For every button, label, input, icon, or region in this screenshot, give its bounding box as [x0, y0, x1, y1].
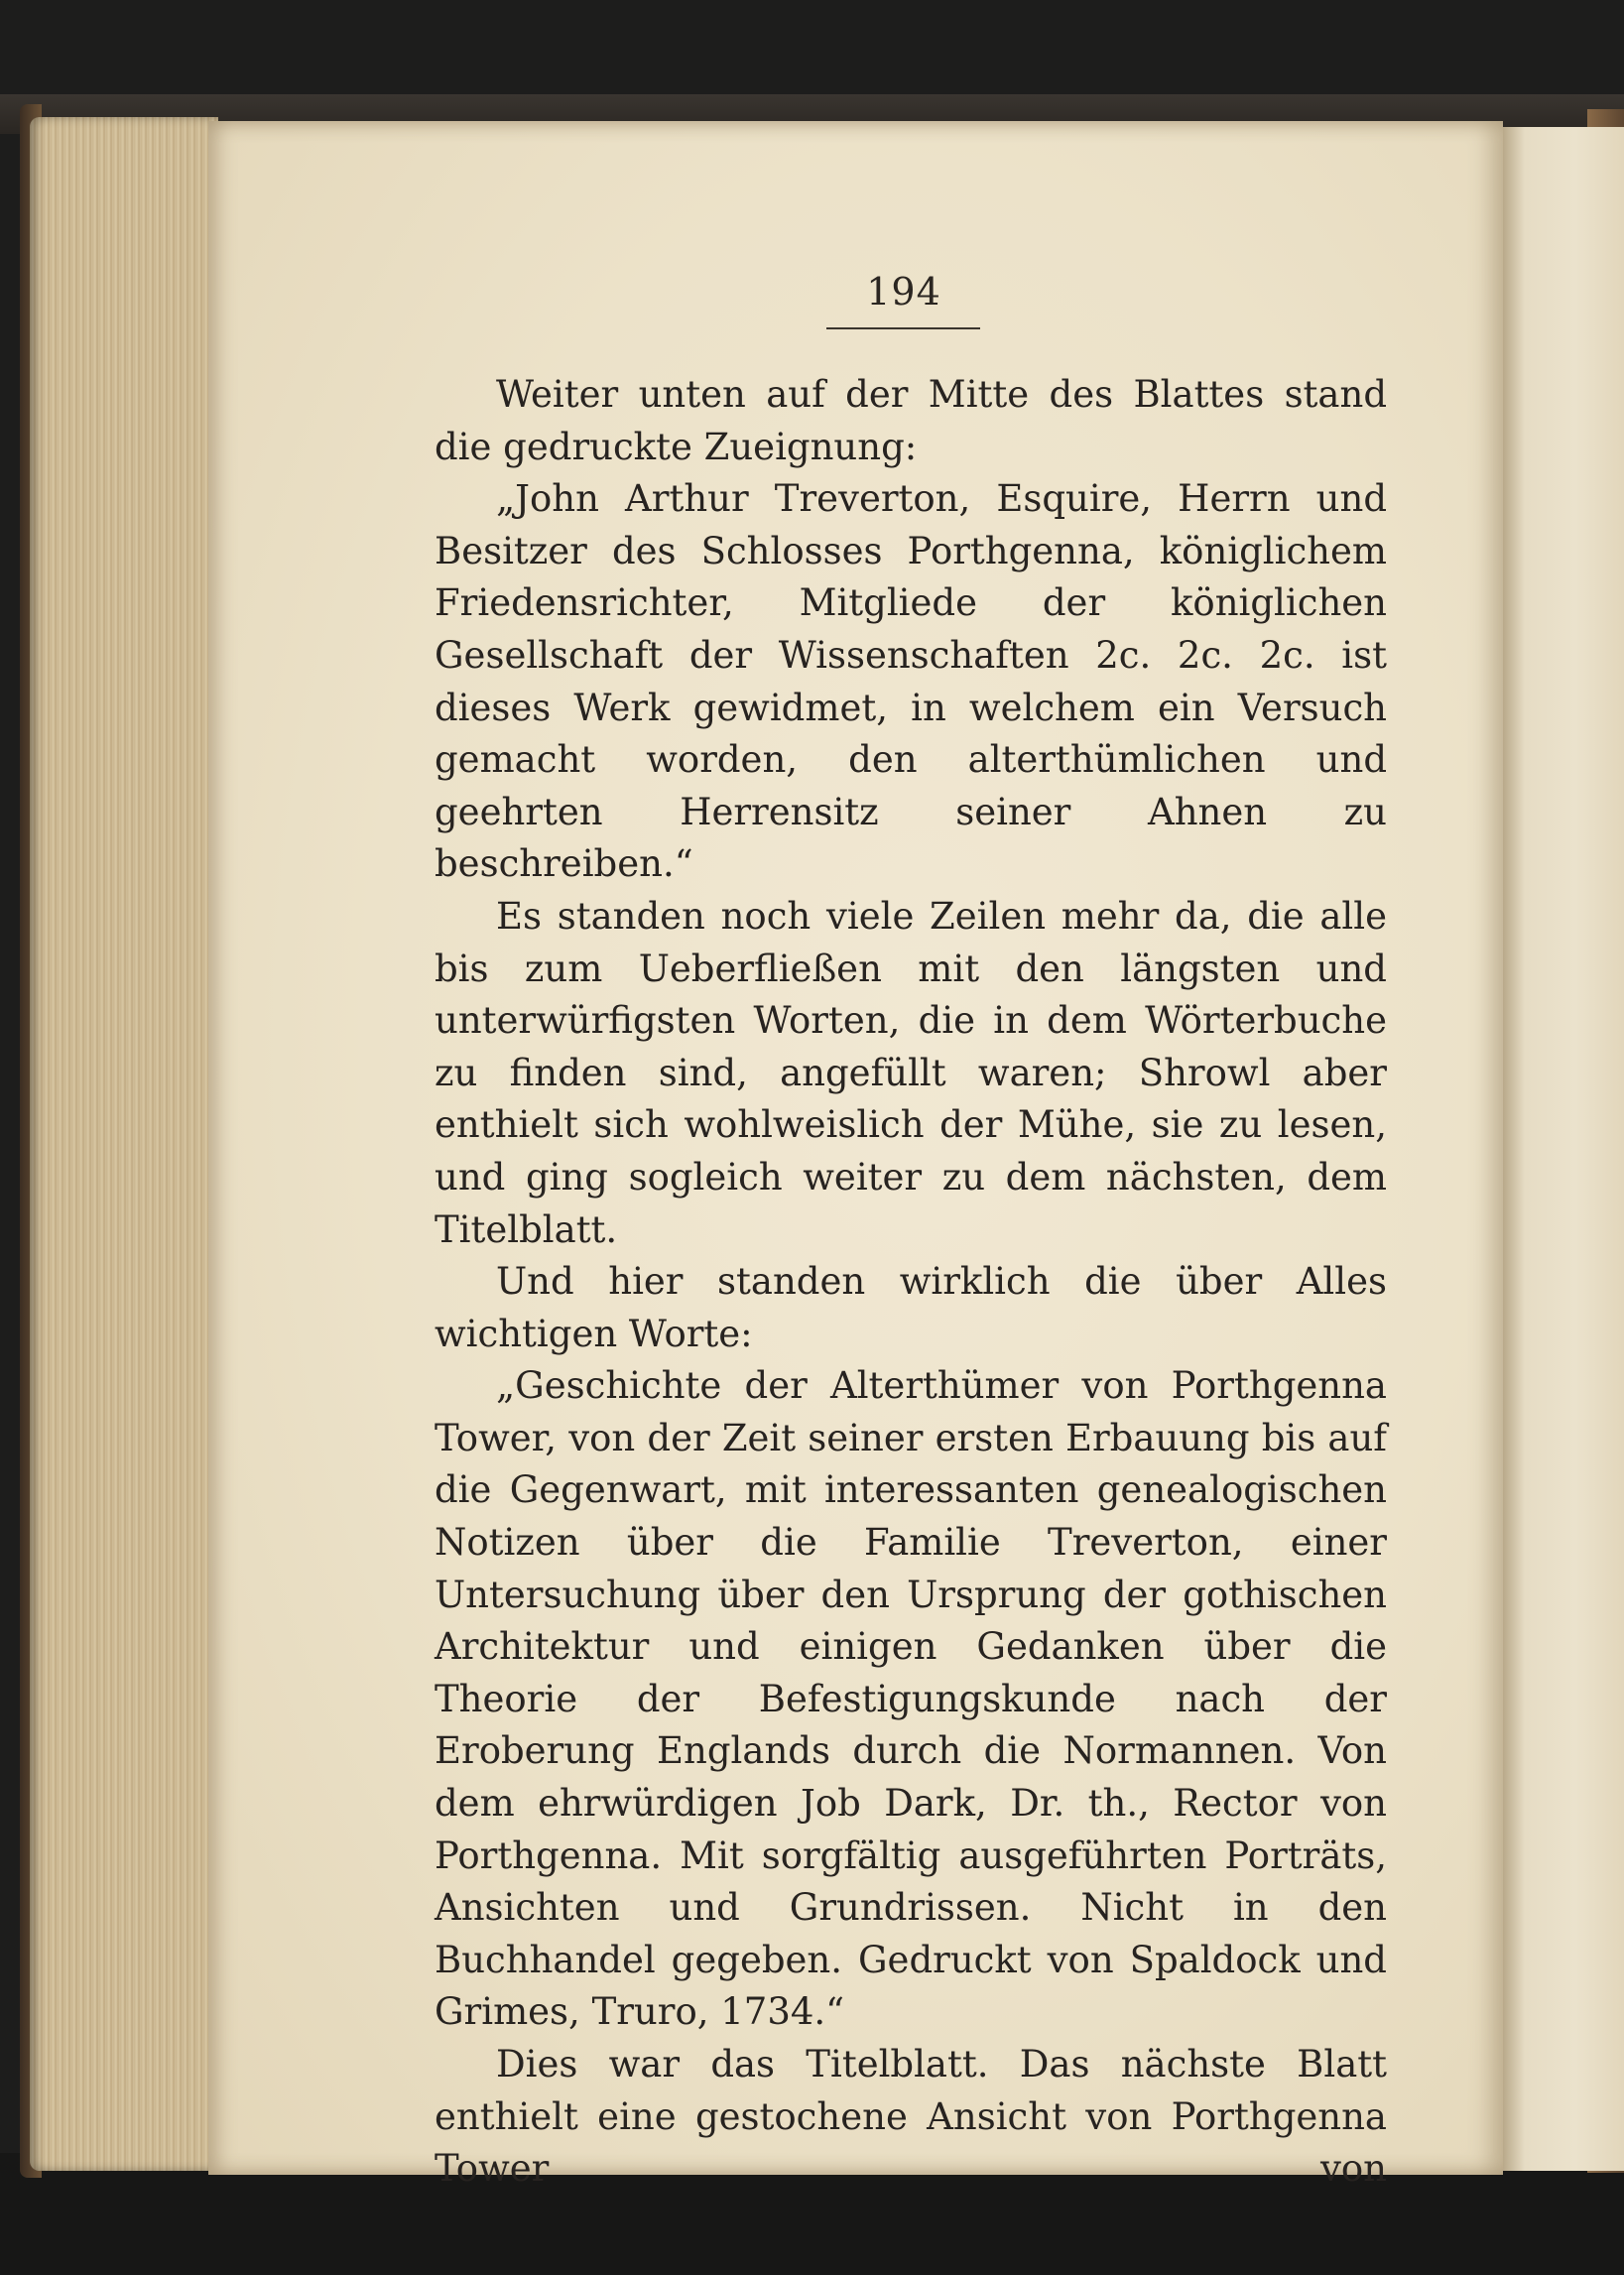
page-number: 194: [866, 270, 941, 314]
paragraph: Dies war das Titelblatt. Das nächste Blatt enthielt eine gestochene Ansicht von Porthgenna Tower von: [435, 2043, 1387, 2191]
paragraph: Und hier standen wirklich die über Alles wichtigen Worte:: [435, 1260, 1387, 1355]
paragraph: „John Arthur Treverton, Esquire, Herrn und Besitzer des Schlosses Porthgenna, königlichem Friedensrichter, Mitgliede der königlichen Gesellschaft der Wissenschaften 2c. 2c. 2c. ist dieses Werk gewidmet, in welchem ein Versuch gemacht worden, den alterthümlichen und geehrten Herrensitz seiner Ahnen zu beschreiben.“: [435, 477, 1387, 886]
page-edges: [30, 117, 218, 2171]
page-text: [435, 369, 1387, 2196]
paragraph: Es standen noch viele Zeilen mehr da, die alle bis zum Ueberfließen mit den längsten und unterwürfigsten Worten, die in dem Wörterbuche zu finden sind, angefüllt waren; Shrowl aber enthielt sich wohlweislich der Mühe, sie zu lesen, und ging sogleich weiter zu dem nächsten, dem Titelblatt.: [435, 894, 1387, 1251]
page-number-rule: [826, 327, 980, 329]
paragraph: „Geschichte der Alterthümer von Porthgenna Tower, von der Zeit seiner ersten Erbauung bis auf die Gegenwart, mit interessanten genealogischen Notizen über die Familie Treverton, einer Untersuchung über den Ursprung der gothischen Architektur und einigen Gedanken über die Theorie der Befestigungskunde nach der Eroberung Englands durch die Normannen. Von dem ehrwürdigen Job Dark, Dr. th., Rector von Porthgenna. Mit sorgfältig ausgeführten Porträts, Ansichten und Grundrissen. Nicht in den Buchhandel gegeben. Gedruckt von Spaldock und Grimes, Truro, 1734.“: [435, 1364, 1387, 2034]
facing-page: [1503, 127, 1624, 2171]
paragraph: Weiter unten auf der Mitte des Blattes stand die gedruckte Zueignung:: [435, 373, 1387, 468]
